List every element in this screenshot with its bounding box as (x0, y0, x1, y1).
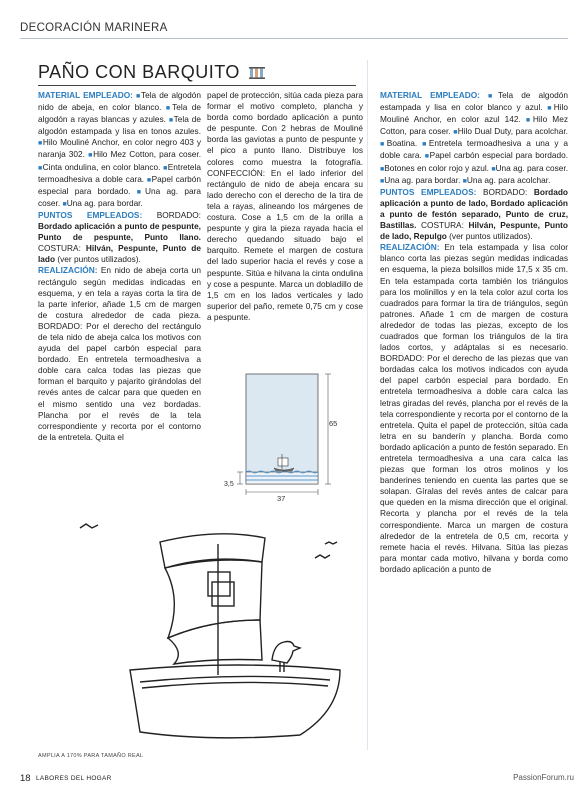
pattern-caption: AMPLIA A 170% PARA TAMAÑO REAL (38, 753, 144, 759)
list-item: Tela de algodón estampada y lisa en tonos azules. (38, 114, 201, 137)
list-item: Entretela termoadhesiva a una y a doble cara. (380, 138, 568, 161)
list-item: Hilo Mouliné Anchor, en color negro 403 y naranja 302. (38, 137, 201, 160)
left-materials: MATERIAL EMPLEADO: ■Tela de algodón nido de abeja, en color blanco. ■Tela de algodón a rayas blancas y azules. ■Tela de algodón estampada y lisa en tonos azules. ■Hilo Mouliné Anchor, en color negro 403 y naranja 302. ■Hilo Mez Cotton, para coser. ■Cinta ondulina, en color blanco. ■Entretela termoadhesiva a doble cara. ■Papel carbón especial para bordado. ■Una ag. para coser. ■Una ag. para bordar. (38, 90, 202, 208)
boat-pattern-illustration (40, 510, 360, 750)
right-stitches (380, 187, 568, 242)
list-item: Una ag. para bordar. (66, 197, 143, 208)
list-item: Tela de algodón estampada y lisa en color blanco y azul. (380, 90, 568, 113)
left-instructions (38, 265, 201, 443)
publication-name: LABORES DEL HOGAR (36, 775, 112, 782)
right-instructions-heading: REALIZACIÓN: (380, 242, 445, 253)
list-item: Tela de algodón a rayas blancas y azules. (38, 102, 201, 125)
middle-text-part1: papel de protección, sitúa cada pieza para formar el motivo completo, plancha y borda como bordado aplicación a punto de pespunte. Con 2 hebras de Mouliné borda las gaviotas a punto de pespunte y el pico a punto llano. Distribuye los colores como muestra la fotografía. (207, 90, 363, 167)
confection-label: CONFECCIÓN: (207, 167, 271, 178)
list-item: Una ag. para coser. (38, 185, 201, 208)
section-header: DECORACIÓN MARINERA (20, 22, 168, 34)
gull-on-boat-icon (272, 642, 300, 664)
embroidery-label: BORDADO: (483, 186, 534, 197)
stitches-note: (ver puntos utilizados). (57, 254, 141, 265)
sail-bottom (168, 620, 262, 664)
list-item: Tela de algodón nido de abeja, en color blanco. (38, 90, 201, 113)
middle-column (207, 90, 363, 323)
striped-strip (246, 472, 318, 484)
embroidery-stitches: Bordado aplicación a punto de pespunte, Punto de pespunte, Punto llano. (38, 221, 201, 243)
stitches-note: (ver puntos utilizados). (449, 231, 533, 242)
embroidery-label: BORDADO: (156, 209, 201, 220)
sewing-label: COSTURA: (421, 220, 469, 231)
seagull-icon (80, 524, 98, 528)
thread-spool-icon (249, 67, 265, 79)
watermark: PassionForum.ru (513, 773, 574, 782)
list-item: Cinta ondulina, en color blanco. (42, 161, 164, 172)
sail-top (160, 534, 265, 568)
embroidery-stitches: Bordado aplicación a punto de lado, Bordado aplicación a punto de festón separado, Punto de cruz, Bastillas. (380, 186, 568, 231)
section-divider (20, 38, 568, 39)
left-title-rule (38, 85, 356, 86)
left-instructions-text: En nido de abeja corta un rectángulo según medidas indicadas en esquema, y en tela a rayas corta la tira de la parte inferior, añade 1,5 cm de margen de costura alrededor de cada pieza. BORDADO: Por el derecho del rectángulo de tela nido de abeja calca los motivos con ayuda del papel carbón especial para bordado. En entretela termoadhesiva a doble cara calca todas las piezas que forman el barquito y pajarito girándolas del revés antes de calcar para que queden en el mismo sentido una vez bordadas. Plancha por el revés de la tela correspondiente y recorta por el contorno de la entretela. Quita el (38, 265, 201, 442)
list-item: Una ag. para coser. (495, 162, 569, 173)
list-item: Entretela termoadhesiva a doble cara. (38, 161, 201, 184)
dimension-strip-label: 3,5 (224, 481, 234, 488)
middle-text-part2: En el lado inferior del rectángulo de nido de abeja encara su lado derecho con el derecho de la tira de tela a rayas, alineando los márgenes de costura. Cose a 1,5 cm de la orilla a pespunte y gira la pieza rayada hacia el derecho quedando situado bajo el barquito. Remete el margen de costura del lado superior hacia el revés y cose a pespunte. Sitúa e hilvana la cinta ondulina y cose a pespunte. Marca un dobladillo de 1,5 cm en los lados verticales y lado superior del paño, remete 0,75 cm y cose a pespunte. (207, 167, 363, 322)
list-item: Una ag. para acolchar. (466, 174, 551, 185)
list-item: Hilo Mez Cotton, para coser. (93, 149, 202, 160)
list-item: Papel carbón especial para bordado. (429, 150, 568, 161)
list-item: Una ag. para bordar. (384, 174, 463, 185)
left-materials-heading: MATERIAL EMPLEADO: (38, 90, 136, 100)
dimension-width-label: 37 (277, 494, 286, 503)
left-stitches-heading: PUNTOS EMPLEADOS: (38, 209, 157, 220)
right-stitches-heading: PUNTOS EMPLEADOS: (380, 186, 483, 197)
left-column (38, 90, 201, 443)
right-instructions (380, 242, 568, 575)
right-instructions-text: En tela estampada y lisa color blanco corta las piezas según medidas indicadas en esquema, la pieza bolsillos mide 17,5 x 35 cm. En tela estampada corta también los triángulos para los molinillos y en la tela color azul corta los cuadrados para formar la tira de triángulos, según patrones. Añade 1 cm de margen de costura alrededor de todas las piezas, excepto de los cuadrados que forman los triángulos de la tira lados cortos, y adáptalas si es necesario. BORDADO: Por el derecho de las piezas que van bordadas calca los motivos indicados con ayuda del papel carbón especial para bordado. En entretela termoadhesiva a doble cara calca las letras giradas del revés, plancha por el revés de la tela correspondiente y recorta por el contorno de la entretela. Quita el papel de protección, sitúa cada letra en su banderín y plancha. Borda como bordado aplicación a punto de festón separado. En entretela termoadhesiva a una cara calca las piezas que forman los otros molinos y los banderines teniendo en cuenta las partes que se solapan. Gíralas del revés antes de calcar para que queden en la misma dirección que el original. Recorta y plancha por el revés de la tela correspondiente. Marca un margen de costura alrededor de la entretela de 0,5 cm, recorta y remete hacia el revés. Hilvana. Sitúa las piezas para montar cada motivo, hilvana y borda como bordado aplicación a punto de (380, 242, 568, 574)
dimension-height-label: 65 (329, 419, 338, 428)
middle-text (207, 90, 363, 323)
seagull-icon (325, 542, 337, 544)
left-title (38, 62, 265, 83)
right-column (380, 90, 568, 575)
list-item: Papel carbón especial para bordado. (38, 173, 201, 196)
left-title-text: PAÑO CON BARQUITO (38, 62, 240, 82)
sewing-stitches: Hilván, Pespunte, Punto de lado (38, 243, 201, 265)
dimensions-diagram (224, 372, 342, 503)
right-materials: MATERIAL EMPLEADO: ■Tela de algodón estampada y lisa en color blanco y azul. ■Hilo Mouliné Anchor, en color azul 142. ■Hilo Mez Cotton, para coser. ■Hilo Dual Duty, para acolchar. ■Boatina. ■Entretela termoadhesiva a una y a doble cara. ■Papel carbón especial para bordado. ■Botones en color rojo y azul. ■Una ag. para coser. ■Una ag. para bordar. ■Una ag. para acolchar. (380, 90, 569, 185)
sewing-label: COSTURA: (38, 243, 86, 254)
left-instructions-heading: REALIZACIÓN: (38, 265, 101, 276)
list-item: Boatina. (386, 138, 423, 149)
list-item: Botones en color rojo y azul. (384, 162, 492, 173)
list-item: Hilo Mouliné Anchor, en color azul 142. (380, 102, 568, 125)
list-item: Hilo Mez Cotton, para coser. (380, 114, 568, 137)
right-materials-heading: MATERIAL EMPLEADO: (380, 90, 488, 100)
sewing-stitches: Hilván, Pespunte, Punto de lado, Repulgo (380, 220, 568, 242)
page-number: 18 (20, 773, 31, 784)
seagull-icon (315, 555, 330, 558)
list-item: Hilo Dual Duty, para acolchar. (457, 126, 568, 137)
left-stitches (38, 210, 201, 265)
